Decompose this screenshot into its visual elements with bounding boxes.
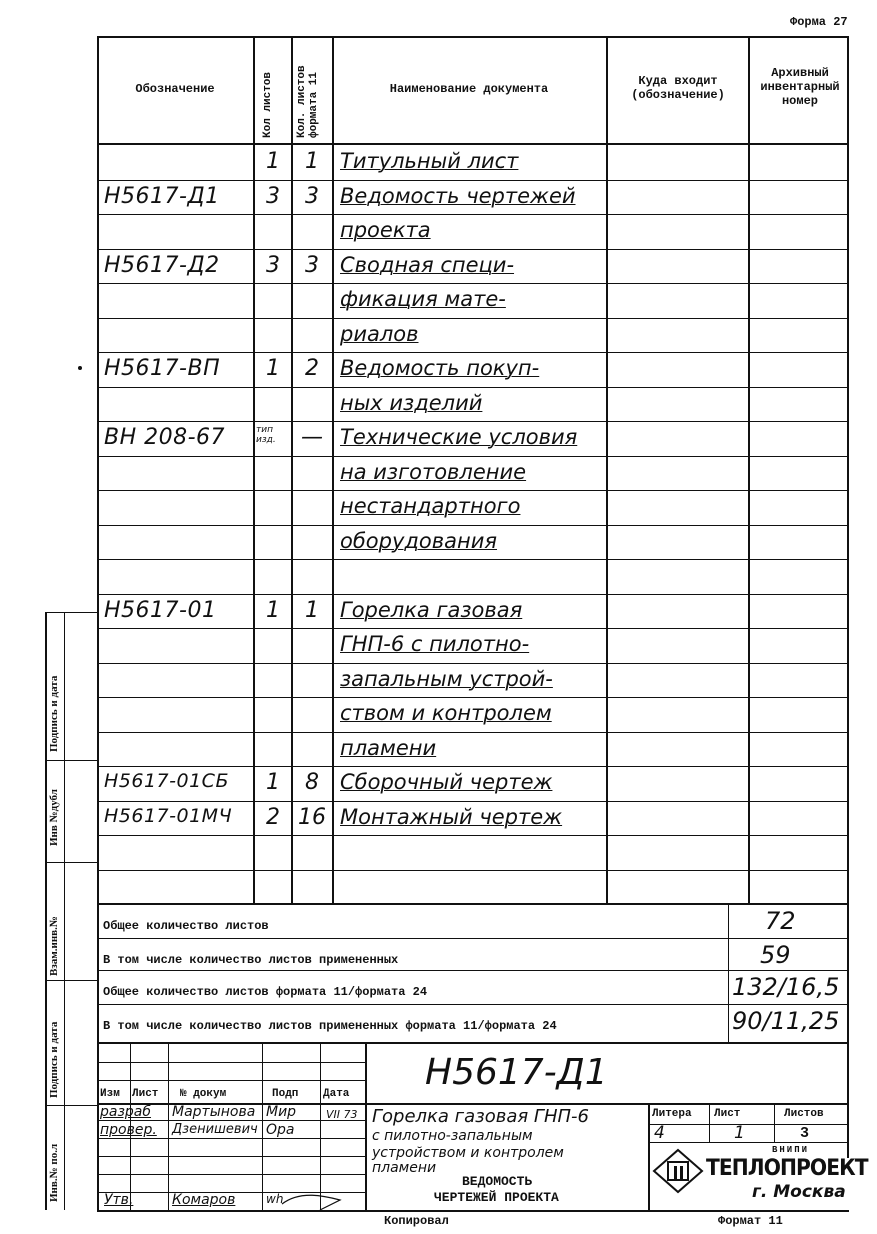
stamp-right-divider (648, 1103, 650, 1210)
row-sheet-count-a4: 2 (305, 356, 319, 381)
stamp-title-print-2: ЧЕРТЕЖЕЙ ПРОЕКТА (434, 1190, 559, 1205)
summary-value: 132/16,5 (732, 973, 840, 1001)
stamp-col-sign: Подп (272, 1088, 299, 1100)
row-divider (97, 766, 849, 767)
row-doc-name: оборудования (340, 529, 498, 553)
row-doc-name: нестандартного (340, 494, 521, 518)
col-line-4 (606, 36, 608, 903)
stamp-role-approver: Утв. (104, 1192, 134, 1208)
row-sheet-count: 1 (266, 356, 280, 381)
row-divider (97, 352, 849, 353)
header-archive: Архивный инвентарный номер (760, 66, 840, 108)
stamp-list-label: Лист (714, 1108, 741, 1120)
row-sheet-count-a4: 16 (298, 805, 326, 830)
header-sheet-count-a4: Кол. листов формата 11 (296, 65, 320, 138)
row-divider (97, 318, 849, 319)
stamp-listov-value: 3 (800, 1125, 810, 1142)
stamp-role-developer: разраб (100, 1104, 152, 1120)
summary-label: В том числе количество листов примененных формата 11/формата 24 (103, 1019, 557, 1033)
row-sheet-count-a4: 1 (305, 598, 319, 623)
stamp-col-doc: № докум (180, 1088, 227, 1100)
stamp-org-name: ТЕПЛОПРОЕКТ (706, 1156, 868, 1181)
side-strip-sep-4 (45, 1105, 97, 1106)
row-sheet-count-a4: 8 (305, 770, 319, 795)
stamp-row-4 (97, 1120, 365, 1121)
row-divider (97, 559, 849, 560)
stamp-litera-col (709, 1103, 710, 1142)
stamp-list-col (774, 1103, 775, 1142)
summary-value: 59 (760, 941, 791, 969)
summary-line-1 (97, 938, 849, 939)
stamp-title-line-3: устройством и контролем (372, 1145, 564, 1161)
row-divider (97, 283, 849, 284)
summary-value: 72 (765, 907, 796, 935)
row-doc-name: запальным устрой- (340, 667, 553, 691)
footer-format: Формат 11 (718, 1214, 783, 1228)
row-divider (97, 525, 849, 526)
row-doc-name: фикация мате- (340, 287, 506, 311)
stamp-col-3 (262, 1042, 263, 1210)
summary-left-border (97, 903, 99, 1043)
side-label-sign-date-top: Подпись и дата (48, 675, 60, 752)
row-doc-name: Ведомость покуп- (340, 356, 540, 380)
row-sheet-count: 1 (266, 149, 280, 174)
stamp-doc-code: Н5617-Д1 (425, 1052, 608, 1093)
stamp-col-list: Лист (132, 1088, 159, 1100)
summary-top-border (97, 903, 849, 905)
row-doc-name: Ведомость чертежей (340, 184, 576, 208)
row-divider (97, 387, 849, 388)
row-code: Н5617-ВП (104, 356, 221, 381)
row-doc-name: Титульный лист (340, 149, 519, 173)
row-doc-name: ством и контролем (340, 701, 552, 725)
stamp-title-print-1: ВЕДОМОСТЬ (462, 1174, 533, 1189)
stamp-date: VII 73 (326, 1108, 358, 1121)
row-sheet-count: 1 (266, 770, 280, 795)
stamp-col-izm: Изм (100, 1088, 120, 1100)
summary-line-3 (97, 1004, 849, 1005)
stamp-col-4 (320, 1042, 321, 1210)
header-where-used: Куда входит (обозначение) (631, 74, 725, 102)
row-doc-name: Горелка газовая (340, 598, 523, 622)
side-strip-mid (64, 612, 65, 1210)
row-divider (97, 628, 849, 629)
side-label-vzam-inv: Взам.инв.№ (48, 916, 60, 976)
side-label-inv-orig: Инв.№ по.л (48, 1143, 60, 1202)
header-sheet-count: Кол листов (262, 71, 274, 138)
row-code: Н5617-Д1 (104, 184, 220, 209)
stamp-divider-main (365, 1042, 367, 1212)
row-divider (97, 697, 849, 698)
stamp-row-5 (97, 1138, 365, 1139)
stamp-col-2 (168, 1042, 169, 1210)
row-code: Н5617-01МЧ (104, 805, 233, 827)
row-code: ВН 208-67 (104, 425, 226, 450)
row-divider (97, 870, 849, 871)
form-label: Форма 27 (790, 15, 848, 29)
row-sheet-count: 3 (266, 253, 280, 278)
row-doc-name: Технические условия (340, 425, 578, 449)
stamp-name-approver: Комаров (172, 1192, 236, 1208)
row-sheet-count: 3 (266, 184, 280, 209)
row-sheet-count-a4: 3 (305, 184, 319, 209)
row-divider (97, 456, 849, 457)
stamp-left-border (97, 1042, 99, 1212)
row-code: Н5617-01СБ (104, 770, 229, 792)
row-doc-name: на изготовление (340, 460, 527, 484)
row-divider (97, 421, 849, 422)
row-doc-name: пламени (340, 736, 437, 760)
row-doc-name: проекта (340, 218, 431, 242)
table-left-border (97, 36, 99, 903)
stamp-row-1 (97, 1062, 365, 1063)
side-strip-left (45, 612, 47, 1210)
row-divider (97, 214, 849, 215)
summary-line-4 (97, 1042, 849, 1044)
approver-signature-stroke (280, 1186, 350, 1212)
row-divider (97, 594, 849, 595)
col-line-2 (291, 36, 293, 903)
stamp-org-small: ВНИПИ (772, 1145, 810, 1155)
row-sheet-count: 1 (266, 598, 280, 623)
summary-value: 90/11,25 (732, 1007, 840, 1035)
side-label-sign-date-bottom: Подпись и дата (48, 1021, 60, 1098)
row-divider (97, 490, 849, 491)
col-line-5 (748, 36, 750, 903)
row-divider (97, 835, 849, 836)
header-bottom-border (97, 143, 849, 145)
table-top-border (97, 36, 849, 38)
stamp-name-developer: Мартынова (172, 1104, 256, 1120)
side-label-inv-dubl: Инв №дубл (48, 789, 60, 846)
header-doc-name: Наименование документа (389, 82, 549, 96)
row-doc-name: Сборочный чертеж (340, 770, 553, 794)
summary-line-2 (97, 970, 849, 971)
stamp-code-bottom (365, 1103, 849, 1105)
org-logo-icon (652, 1148, 704, 1194)
row-code: Н5617-Д2 (104, 253, 220, 278)
summary-label: Общее количество листов формата 11/формата 24 (103, 985, 428, 999)
stamp-sign-developer: Мир (266, 1104, 297, 1120)
stamp-title-line-2: с пилотно-запальным (372, 1128, 533, 1144)
footer-copied: Копировал (384, 1214, 449, 1228)
stamp-title-line-4: пламени (372, 1160, 437, 1176)
stamp-listov-label: Листов (784, 1108, 824, 1120)
row-divider (97, 801, 849, 802)
row-divider (97, 180, 849, 181)
stamp-sign-approver: wh (266, 1192, 284, 1206)
row-doc-name: риалов (340, 322, 419, 346)
summary-label: Общее количество листов (103, 919, 269, 933)
side-strip-sep-3 (45, 980, 97, 981)
table-right-border (847, 36, 849, 1158)
row-sheet-count-a4: 3 (305, 253, 319, 278)
stamp-title-line-1: Горелка газовая ГНП-6 (372, 1106, 589, 1127)
summary-label: В том числе количество листов примененных (103, 953, 399, 967)
stamp-list-value: 1 (734, 1123, 745, 1143)
row-sheet-count: тип изд. (256, 425, 276, 445)
stamp-litera-value: 4 (654, 1123, 665, 1143)
row-sheet-count-a4: 1 (305, 149, 319, 174)
row-sheet-count: 2 (266, 805, 280, 830)
row-divider (97, 663, 849, 664)
row-doc-name: Монтажный чертеж (340, 805, 563, 829)
header-designation: Обозначение (135, 82, 215, 96)
stamp-litera-line (648, 1124, 849, 1125)
col-line-3 (332, 36, 334, 903)
side-strip-top (45, 612, 97, 613)
side-strip-sep-1 (45, 760, 97, 761)
stamp-row-6 (97, 1156, 365, 1157)
row-doc-name: ных изделий (340, 391, 483, 415)
stamp-role-checker: провер. (100, 1122, 157, 1138)
stamp-row-2 (97, 1080, 365, 1081)
stamp-values-line (648, 1142, 849, 1143)
row-doc-name: Сводная специ- (340, 253, 515, 277)
row-divider (97, 249, 849, 250)
summary-value-divider (728, 903, 729, 1043)
row-doc-name: ГНП-6 с пилотно- (340, 632, 530, 656)
stamp-bottom-border (97, 1210, 849, 1212)
row-code: Н5617-01 (104, 598, 217, 623)
stamp-org-city: г. Москва (752, 1182, 846, 1202)
row-sheet-count-a4: — (301, 425, 323, 450)
stamp-row-7 (97, 1174, 365, 1175)
side-strip-sep-2 (45, 862, 97, 863)
margin-dot (78, 366, 82, 370)
stamp-name-checker: Дзенишевич (172, 1122, 258, 1137)
stamp-col-date: Дата (323, 1088, 350, 1100)
stamp-litera-label: Литера (652, 1108, 692, 1120)
row-divider (97, 732, 849, 733)
stamp-sign-checker: Ора (266, 1122, 295, 1138)
